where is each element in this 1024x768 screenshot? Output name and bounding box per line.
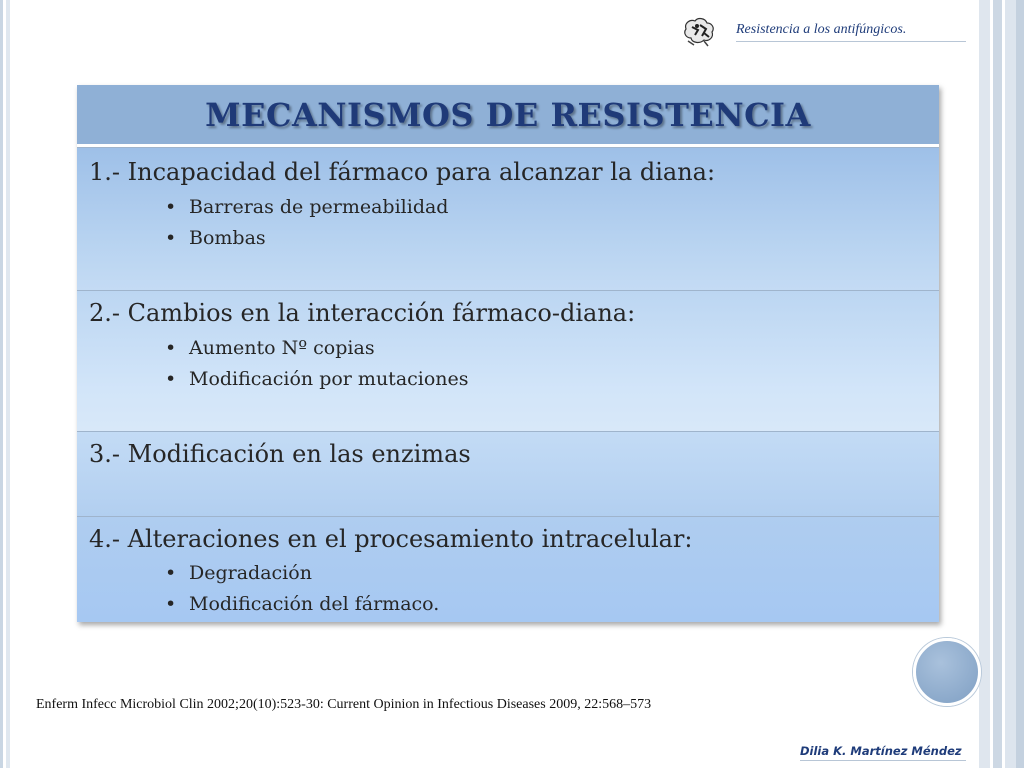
list-item: • Aumento Nº copias — [165, 333, 469, 364]
table-row — [77, 147, 939, 290]
bullet-icon: • — [165, 227, 177, 249]
table-row — [77, 516, 939, 622]
bullet-list — [165, 192, 448, 254]
bullet-list — [165, 333, 469, 395]
list-item: • Modificación por mutaciones — [165, 364, 469, 395]
bullet-list — [165, 558, 439, 620]
table-title: MECANISMOS DE RESISTENCIA — [205, 95, 811, 134]
list-item: • Modificación del fármaco. — [165, 589, 439, 620]
row-heading: 2.- Cambios en la interacción fármaco-diana: — [89, 299, 636, 327]
list-item: • Bombas — [165, 223, 448, 254]
mechanisms-table — [77, 85, 939, 622]
cartoon-figure-icon — [680, 15, 718, 47]
bullet-icon: • — [165, 368, 177, 390]
row-heading: 1.- Incapacidad del fármaco para alcanzar la diana: — [89, 158, 716, 186]
reference-citation: Enferm Infecc Microbiol Clin 2002;20(10):523-30: Current Opinion in Infectious Diseases 2009, 22:568–573 — [36, 697, 652, 712]
row-heading: 4.- Alteraciones en el procesamiento intracelular: — [89, 525, 693, 553]
bullet-icon: • — [165, 337, 177, 359]
table-row — [77, 290, 939, 431]
decorative-circle — [913, 638, 981, 706]
row-heading: 3.- Modificación en las enzimas — [89, 440, 471, 468]
list-item: • Barreras de permeabilidad — [165, 192, 448, 223]
header-title: Resistencia a los antifúngicos. — [736, 22, 907, 37]
left-border-decoration — [0, 0, 14, 768]
bullet-icon: • — [165, 562, 177, 584]
author-name: Dilia K. Martínez Méndez — [800, 744, 962, 758]
list-item: • Degradación — [165, 558, 439, 589]
bullet-icon: • — [165, 593, 177, 615]
table-row — [77, 431, 939, 516]
table-title-row — [77, 85, 939, 147]
footer-divider — [800, 760, 966, 761]
bullet-icon: • — [165, 196, 177, 218]
header-divider — [736, 41, 966, 42]
right-stripes-decoration — [976, 0, 1024, 768]
